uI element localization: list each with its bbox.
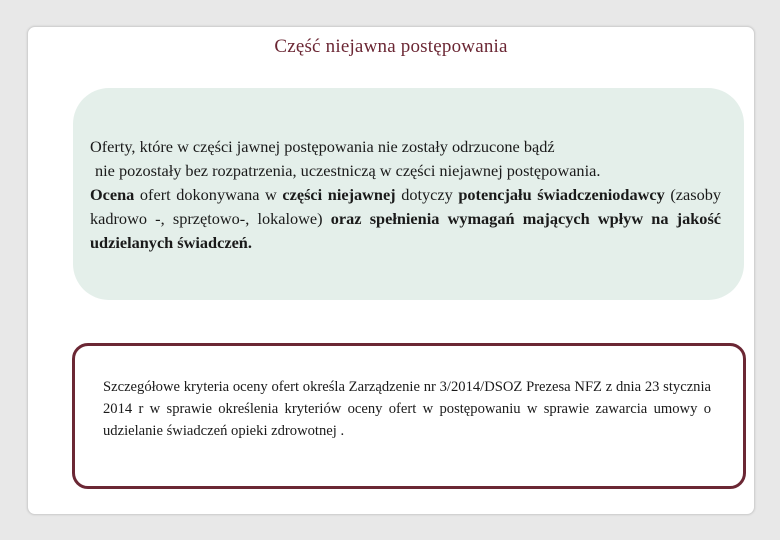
slide-title: Część niejawna postępowania	[274, 36, 508, 57]
panel-bold-potencjalu: potencjału świadczeniodawcy	[458, 185, 665, 204]
info-panel-text	[90, 135, 721, 255]
panel-sentence-2: nie pozostały bez rozpatrzenia, uczestniczą w części niejawnej postępowania.	[95, 161, 601, 180]
regulation-note-box	[72, 343, 746, 489]
panel-text-segment: dotyczy	[395, 185, 459, 204]
panel-bold-czesci-niejawnej: części niejawnej	[282, 185, 396, 204]
panel-bold-wymagan: oraz spełnienia wymagań mających wpływ na jakość udzielanych świadczeń.	[90, 209, 721, 252]
panel-bold-ocena: Ocena	[90, 185, 135, 204]
slide	[27, 26, 755, 515]
panel-sentence-1: Oferty, które w części jawnej postępowania nie zostały odrzucone bądź	[90, 137, 555, 156]
regulation-note-text: Szczegółowe kryteria oceny ofert określa Zarządzenie nr 3/2014/DSOZ Prezesa NFZ z dnia 23 stycznia 2014 r w sprawie określenia kryteriów oceny ofert w postępowaniu w sprawie zawarcia umowy o udzielanie świadczeń opieki zdrowotnej .	[103, 379, 711, 439]
info-panel	[73, 88, 744, 300]
panel-text-segment: ofert dokonywana w	[134, 185, 283, 204]
panel-text-segment: (zasoby kadrowo -, sprzętowo-, lokalowe)	[90, 185, 721, 228]
